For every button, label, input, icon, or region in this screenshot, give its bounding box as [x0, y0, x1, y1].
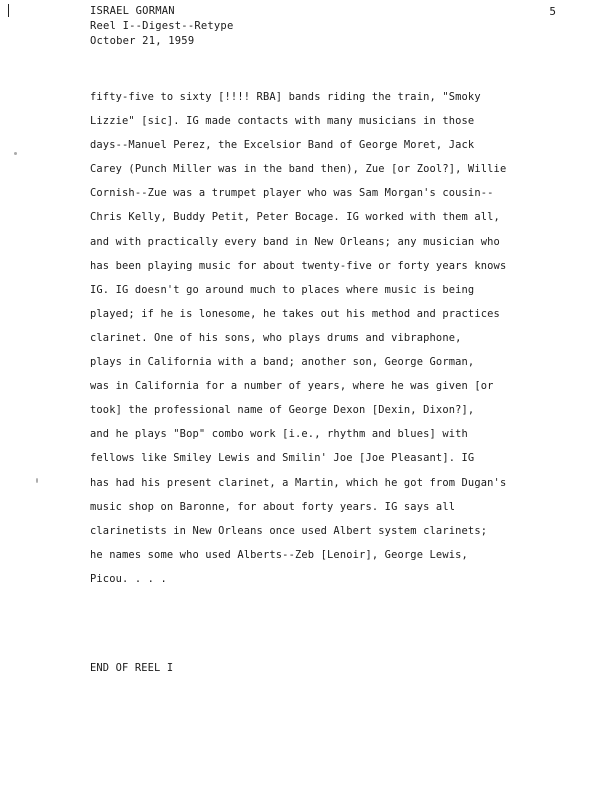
body-line: played; if he is lonesome, he takes out his method and practices [90, 307, 500, 320]
margin-mark [8, 4, 9, 17]
body-line: Cornish--Zue was a trumpet player who was Sam Morgan's cousin-- [90, 187, 494, 200]
body-line: plays in California with a band; another son, George Gorman, [90, 356, 475, 369]
body-line: clarinetists in New Orleans once used Albert system clarinets; [90, 524, 488, 537]
body-line: took] the professional name of George Dexon [Dexin, Dixon?], [90, 404, 475, 417]
transcript-body [90, 89, 560, 595]
document-header [90, 4, 233, 49]
body-line: fellows like Smiley Lewis and Smilin' Joe [Joe Pleasant]. IG [90, 452, 475, 465]
scan-speck [14, 152, 17, 155]
header-line-name: ISRAEL GORMAN [90, 5, 175, 17]
body-line: music shop on Baronne, for about forty years. IG says all [90, 500, 456, 513]
body-line: days--Manuel Perez, the Excelsior Band of George Moret, Jack [90, 139, 475, 152]
body-line: clarinet. One of his sons, who plays drums and vibraphone, [90, 331, 462, 344]
body-line: has had his present clarinet, a Martin, which he got from Dugan's [90, 476, 507, 489]
body-line: fifty-five to sixty [!!!! RBA] bands riding the train, "Smoky [90, 91, 481, 103]
body-line: Carey (Punch Miller was in the band then), Zue [or Zool?], Willie [90, 163, 507, 176]
scan-speck [36, 478, 38, 483]
header-line-date: October 21, 1959 [90, 35, 195, 47]
page-number: 5 [549, 5, 556, 18]
end-of-reel-note: END OF REEL I [90, 662, 174, 674]
body-line: has been playing music for about twenty-five or forty years knows [90, 259, 507, 272]
body-line: Picou. . . . [90, 572, 167, 585]
body-line: he names some who used Alberts--Zeb [Lenoir], George Lewis, [90, 548, 468, 561]
body-line: and with practically every band in New Orleans; any musician who [90, 235, 500, 248]
body-line: and he plays "Bop" combo work [i.e., rhythm and blues] with [90, 428, 468, 441]
body-line: was in California for a number of years, where he was given [or [90, 380, 494, 393]
body-line: Chris Kelly, Buddy Petit, Peter Bocage. IG worked with them all, [90, 211, 500, 224]
body-line: Lizzie" [sic]. IG made contacts with many musicians in those [90, 115, 475, 128]
header-line-reel: Reel I--Digest--Retype [90, 20, 234, 32]
body-line: IG. IG doesn't go around much to places where music is being [90, 283, 475, 296]
